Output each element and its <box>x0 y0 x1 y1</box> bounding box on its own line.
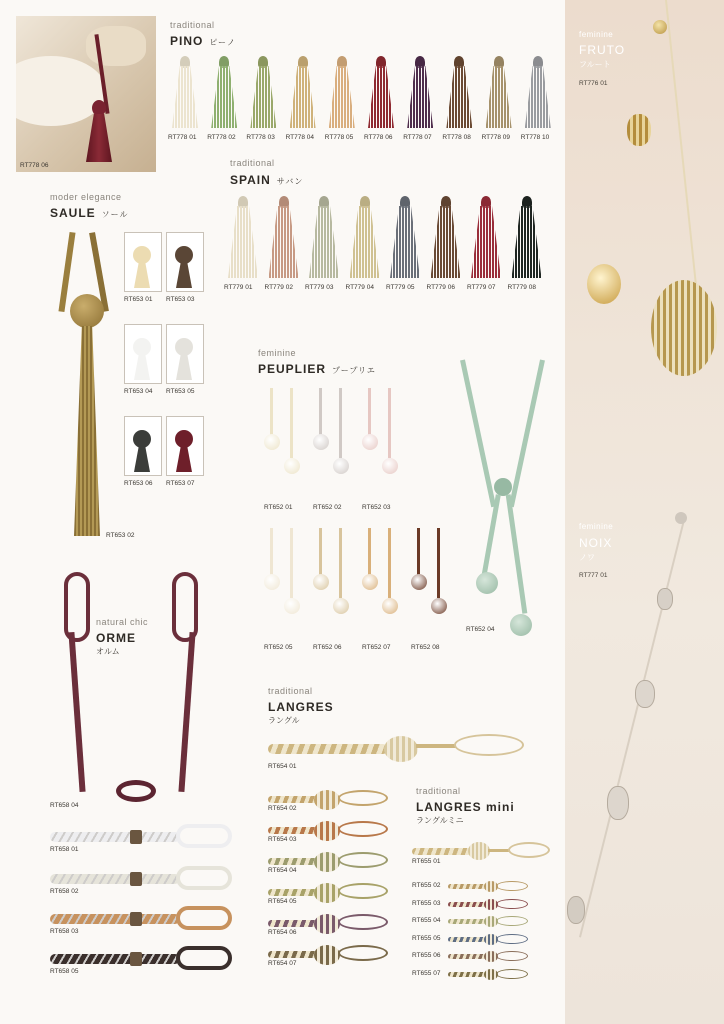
fruto-title: FRUTO <box>579 43 626 57</box>
spain-tassel-skirt <box>512 206 542 278</box>
saule-skirt <box>74 326 100 536</box>
langres-mini-code: RT655 05 <box>412 934 441 942</box>
langres-mini-loop <box>496 934 528 944</box>
peuplier-ball-b <box>284 598 300 614</box>
saule-title: SAULE ソール <box>50 206 129 220</box>
saule-code: RT653 07 <box>166 480 195 487</box>
langres-cord <box>268 889 318 896</box>
orme-loop <box>176 946 232 970</box>
spain-code: RT779 04 <box>345 284 374 291</box>
langres-mini-cord <box>448 937 488 942</box>
pino-tassel-skirt <box>368 66 394 128</box>
pino-tassel-skirt <box>290 66 316 128</box>
orme-jp: オルム <box>96 647 120 656</box>
pino-tassel-skirt <box>172 66 198 128</box>
noix-bead-3 <box>635 680 655 708</box>
pino-code: RT778 07 <box>403 134 432 141</box>
peuplier-big-tieback <box>456 360 556 660</box>
pino-category: traditional <box>170 20 215 30</box>
langres-mini-cord <box>448 902 488 907</box>
langres-cord <box>268 858 318 865</box>
langres-mini-loop <box>496 881 528 891</box>
fruto-bead-4 <box>651 280 717 376</box>
spain-jp: サバン <box>276 177 304 186</box>
langres-cord <box>268 796 318 803</box>
spain-tassel-skirt <box>431 206 461 278</box>
peuplier-ball-a <box>411 574 427 590</box>
langres-mini-cord <box>448 954 488 959</box>
peuplier-title: PEUPLIER プープリエ <box>258 362 376 376</box>
langres-loop <box>338 914 388 930</box>
fruto-bead-1 <box>653 20 667 34</box>
pino-tassel-skirt <box>407 66 433 128</box>
peuplier-ball-b <box>333 598 349 614</box>
langres-code: RT654 06 <box>268 929 297 936</box>
orme-band <box>130 912 142 926</box>
langres-mini-cord <box>448 919 488 924</box>
orme-code: RT658 03 <box>50 928 79 935</box>
langres-code: RT654 04 <box>268 867 297 874</box>
tassel-skirt <box>86 114 112 162</box>
langres-mini-loop <box>496 951 528 961</box>
noix-jp: ノワ <box>579 553 595 562</box>
saule-swatch-ball <box>133 338 151 356</box>
langres-bead <box>314 883 340 903</box>
peuplier-cord-b <box>290 388 293 458</box>
pino-code: RT778 05 <box>324 134 354 141</box>
peuplier-ball-a <box>313 434 329 450</box>
saule-main-code: RT653 02 <box>106 532 135 539</box>
spain-tassel-skirt <box>390 206 420 278</box>
spain-category: traditional <box>230 158 275 168</box>
langres-jp: ラングル <box>268 716 300 725</box>
pino-title: PINO ピーノ <box>170 34 236 48</box>
pino-code: RT778 01 <box>168 134 197 141</box>
orme-title: ORME <box>96 631 136 645</box>
peuplier-ball-b <box>284 458 300 474</box>
langres-bead <box>314 945 340 965</box>
peuplier-cord-a <box>319 388 322 438</box>
peuplier-ball-b <box>382 598 398 614</box>
pino-code: RT778 02 <box>207 134 236 141</box>
langres-loop <box>338 790 388 806</box>
peuplier-ball-a <box>264 574 280 590</box>
right-sidebar <box>565 0 724 1024</box>
peuplier-cord-a <box>368 388 371 438</box>
spain-code: RT779 08 <box>507 284 536 291</box>
langres-cord <box>268 920 318 927</box>
langres-cord <box>268 951 318 958</box>
spain-code: RT779 07 <box>467 284 496 291</box>
langres-code: RT654 05 <box>268 898 297 905</box>
peuplier-code: RT652 05 <box>264 644 293 651</box>
peuplier-code: RT652 08 <box>411 644 440 651</box>
spain-tassel-skirt <box>228 206 258 278</box>
peuplier-cord-b <box>388 388 391 458</box>
orme-rope <box>50 874 180 884</box>
fruto-bead-3 <box>587 264 621 304</box>
langres-loop <box>338 821 388 837</box>
pino-code: RT778 10 <box>520 134 550 141</box>
pino-tassel-skirt <box>486 66 512 128</box>
peuplier-cord-b <box>290 528 293 598</box>
spain-code: RT779 05 <box>386 284 415 291</box>
orme-main-code: RT658 04 <box>50 802 79 809</box>
saule-swatch-ball <box>175 338 193 356</box>
orme-category: natural chic <box>96 617 149 627</box>
product-photo <box>16 16 156 172</box>
peuplier-ball-a <box>264 434 280 450</box>
orme-main-tieback <box>60 572 210 812</box>
peuplier-cord-a <box>319 528 322 578</box>
langres-main-code: RT654 01 <box>268 763 297 770</box>
peuplier-ball-b <box>333 458 349 474</box>
langres-cord <box>268 827 318 834</box>
pino-tassel-skirt <box>250 66 276 128</box>
fruto-jp: フルート <box>579 60 611 69</box>
spain-code: RT779 02 <box>264 284 293 291</box>
peuplier-cord-a <box>270 388 273 438</box>
langres-mini-jp: ラングルミニ <box>416 816 464 825</box>
spain-tassel-skirt <box>350 206 380 278</box>
peuplier-cord-a <box>417 528 420 578</box>
peuplier-code: RT652 06 <box>313 644 342 651</box>
fruto-bead-2 <box>627 114 651 146</box>
orme-code: RT658 01 <box>50 846 79 853</box>
langres-bead <box>314 852 340 872</box>
orme-band <box>130 952 142 966</box>
saule-swatch-ball <box>175 430 193 448</box>
saule-category: moder elegance <box>50 192 122 202</box>
peuplier-cord-a <box>368 528 371 578</box>
noix-title: NOIX <box>579 536 613 550</box>
langres-mini-main-code: RT655 01 <box>412 858 441 865</box>
spain-tassel-skirt <box>471 206 501 278</box>
noix-code: RT777 01 <box>579 572 608 579</box>
pino-code: RT778 09 <box>481 134 511 141</box>
orme-loop <box>176 866 232 890</box>
saule-main-tieback <box>58 232 118 542</box>
spain-tassel-skirt <box>269 206 299 278</box>
langres-bead <box>314 790 340 810</box>
peuplier-code: RT652 07 <box>362 644 391 651</box>
pino-code: RT778 04 <box>285 134 315 141</box>
orme-code: RT658 02 <box>50 888 79 895</box>
peuplier-ball-a <box>362 574 378 590</box>
pino-jp: ピーノ <box>209 38 236 47</box>
langres-mini-cord <box>448 884 488 889</box>
saule-swatch-ball <box>133 246 151 264</box>
orme-band <box>130 830 142 844</box>
peuplier-cord-b <box>339 388 342 458</box>
peuplier-cord-b <box>437 528 440 598</box>
saule-code: RT653 04 <box>124 388 153 395</box>
orme-rope <box>50 832 180 842</box>
saule-code: RT653 03 <box>166 296 195 303</box>
peuplier-jp: プープリエ <box>332 366 376 375</box>
orme-rope <box>50 914 180 924</box>
langres-code: RT654 07 <box>268 960 297 967</box>
peuplier-ball-a <box>313 574 329 590</box>
noix-string <box>579 520 685 938</box>
saule-code: RT653 06 <box>124 480 153 487</box>
peuplier-code: RT652 02 <box>313 504 342 511</box>
photo-code: RT778 06 <box>20 162 49 169</box>
noix-bead-2 <box>657 588 673 610</box>
saule-swatch-ball <box>175 246 193 264</box>
noix-bead-5 <box>567 896 585 924</box>
pino-tassel-skirt <box>446 66 472 128</box>
langres-loop <box>338 945 388 961</box>
peuplier-ball-b <box>382 458 398 474</box>
peuplier-ball-b <box>431 598 447 614</box>
peuplier-cord-b <box>388 528 391 598</box>
langres-mini-loop <box>496 916 528 926</box>
langres-mini-code: RT655 06 <box>412 952 441 959</box>
langres-mini-category: traditional <box>416 786 461 796</box>
langres-bead <box>314 914 340 934</box>
peuplier-cord-b <box>339 528 342 598</box>
spain-code: RT779 03 <box>305 284 334 291</box>
noix-bead-1 <box>675 512 687 524</box>
saule-swatch-ball <box>133 430 151 448</box>
spain-code: RT779 06 <box>426 284 455 291</box>
langres-mini-code: RT655 04 <box>412 917 441 924</box>
fruto-code: RT776 01 <box>579 80 608 87</box>
pino-code: RT778 08 <box>442 134 471 141</box>
orme-band <box>130 872 142 886</box>
saule-ball <box>70 294 104 328</box>
spain-tassel-skirt <box>309 206 339 278</box>
peuplier-code: RT652 03 <box>362 504 391 511</box>
pino-code: RT778 06 <box>364 134 393 141</box>
saule-code: RT653 05 <box>166 388 195 395</box>
orme-rope <box>50 954 180 964</box>
langres-code: RT654 03 <box>268 836 297 843</box>
langres-mini-code: RT655 03 <box>412 899 441 907</box>
langres-mini-loop <box>496 899 528 909</box>
peuplier-category: feminine <box>258 348 297 358</box>
langres-mini-loop <box>496 969 528 979</box>
langres-mini-cord <box>448 972 488 977</box>
fruto-category: feminine <box>579 30 614 39</box>
spain-title: SPAIN サバン <box>230 173 304 187</box>
langres-title: LANGRES <box>268 700 334 714</box>
peuplier-code: RT652 01 <box>264 504 293 511</box>
langres-loop <box>338 852 388 868</box>
peuplier-ball-a <box>362 434 378 450</box>
langres-bead <box>314 821 340 841</box>
pino-tassel-skirt <box>211 66 237 128</box>
spain-code: RT779 01 <box>224 284 253 291</box>
noix-category: feminine <box>579 522 614 531</box>
langres-loop <box>338 883 388 899</box>
pino-tassel-skirt <box>329 66 355 128</box>
langres-mini-title: LANGRES mini <box>416 800 515 814</box>
tassel-head <box>92 100 106 116</box>
peuplier-big-code: RT652 04 <box>466 626 495 633</box>
langres-main-tieback <box>268 736 528 766</box>
orme-loop <box>176 906 232 930</box>
langres-code: RT654 02 <box>268 805 297 812</box>
pino-code: RT778 03 <box>246 134 275 141</box>
langres-mini-code: RT655 02 <box>412 882 441 889</box>
noix-bead-4 <box>607 786 629 820</box>
langres-category: traditional <box>268 686 313 696</box>
peuplier-cord-a <box>270 528 273 578</box>
saule-code: RT653 01 <box>124 296 153 303</box>
pino-tassel-skirt <box>525 66 551 128</box>
orme-loop <box>176 824 232 848</box>
orme-code: RT658 05 <box>50 968 79 975</box>
langres-mini-code: RT655 07 <box>412 969 441 977</box>
saule-jp: ソール <box>101 210 129 219</box>
